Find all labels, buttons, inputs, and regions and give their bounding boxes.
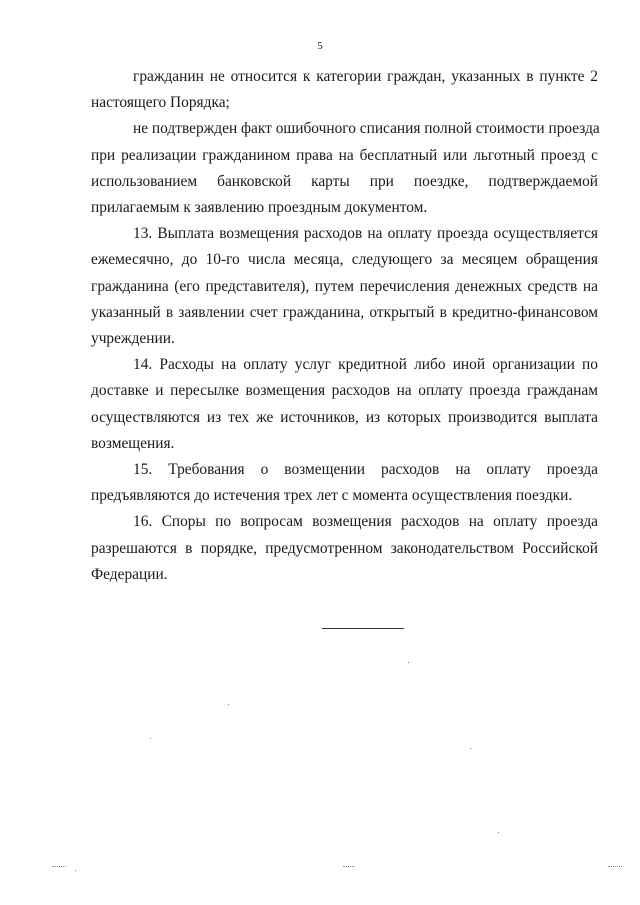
text-line: прилагаемым к заявлению проездным документом. <box>91 199 428 217</box>
scan-edge-mark <box>52 866 66 867</box>
text-line: использованием банковской карты при поездке, подтверждаемой <box>91 172 598 190</box>
text-line: Федерации. <box>91 565 168 583</box>
text-line: 14. Расходы на оплату услуг кредитной либо иной организации по <box>133 356 598 374</box>
paragraph-16 <box>91 509 598 588</box>
text-line: возмещения. <box>91 434 175 452</box>
text-line: ежемесячно, до 10-го числа месяца, следующего за месяцем обращения <box>91 251 598 269</box>
scan-speck <box>75 870 76 871</box>
scan-speck <box>150 738 151 739</box>
text-line: не подтвержден факт ошибочного списания полной стоимости проезда <box>133 120 600 138</box>
text-line: предъявляются до истечения трех лет с момента осуществления поездки. <box>91 487 573 505</box>
page-number: 5 <box>317 40 323 52</box>
text-line: настоящего Порядка; <box>91 94 230 112</box>
paragraph-2 <box>91 116 598 221</box>
text-line: 15. Требования о возмещении расходов на оплату проезда <box>133 461 598 479</box>
paragraph-15 <box>91 457 598 509</box>
paragraph-14 <box>91 352 598 457</box>
text-line: гражданин не относится к категории граждан, указанных в пункте 2 <box>133 68 598 85</box>
text-line: разрешаются в порядке, предусмотренном законодательством Российской <box>91 539 598 557</box>
text-line: 16. Споры по вопросам возмещения расходов на оплату проезда <box>133 513 598 531</box>
text-line: указанный в заявлении счет гражданина, открытый в кредитно-финансовом <box>91 303 598 321</box>
text-line: доставке и пересылке возмещения расходов на оплату проезда гражданам <box>91 382 598 400</box>
text-line: осуществляются из тех же источников, из которых производится выплата <box>91 408 598 426</box>
text-line: 13. Выплата возмещения расходов на оплату проезда осуществляется <box>133 225 598 243</box>
text-line: гражданина (его представителя), путем перечисления денежных средств на <box>91 277 598 295</box>
scan-speck <box>408 662 409 663</box>
scan-speck <box>470 748 471 749</box>
paragraph-1 <box>91 64 598 116</box>
paragraph-13 <box>91 221 598 352</box>
scan-speck <box>498 832 499 833</box>
scan-edge-mark <box>343 866 355 867</box>
scan-speck <box>228 704 229 705</box>
text-line: при реализации гражданином права на бесплатный или льготный проезд с <box>91 146 598 164</box>
end-separator-line <box>322 628 404 629</box>
document-body <box>91 64 598 588</box>
text-line: учреждении. <box>91 330 175 348</box>
scan-edge-mark <box>608 866 622 867</box>
